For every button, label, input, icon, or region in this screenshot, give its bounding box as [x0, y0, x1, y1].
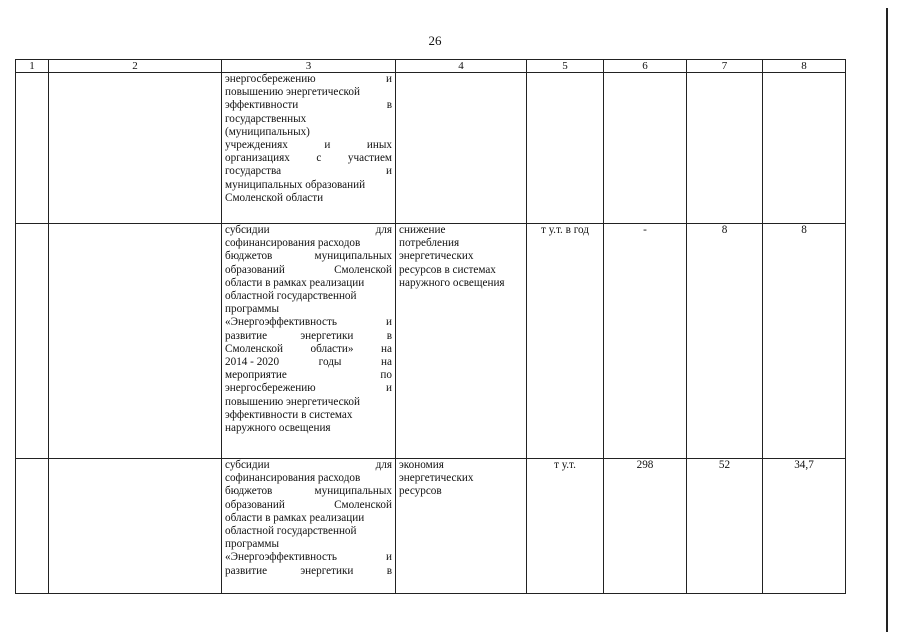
header-cell: 6	[604, 60, 687, 73]
cell-col2	[49, 73, 222, 224]
description-word: по	[380, 369, 392, 382]
header-cell: 5	[527, 60, 604, 73]
page-number: 26	[428, 33, 442, 48]
description-line	[225, 396, 392, 409]
description-line	[225, 264, 392, 277]
cell-unit: т у.т.	[527, 459, 604, 594]
description-word: программы	[225, 303, 279, 316]
description-line	[225, 343, 392, 356]
data-table	[15, 59, 846, 594]
description-word: и	[386, 382, 392, 395]
cell-value-col6: 298	[604, 459, 687, 594]
description-word: и	[324, 139, 331, 152]
description-word: (муниципальных)	[225, 125, 310, 138]
description-line	[225, 290, 392, 303]
description-word: и	[386, 165, 392, 178]
cell-value-col8: 34,7	[763, 459, 846, 594]
table-row	[16, 459, 846, 594]
description-word: с	[316, 152, 322, 165]
description-word: бюджетов	[225, 250, 273, 263]
description-word: в	[386, 99, 392, 112]
description-word: муниципальных образований	[225, 178, 366, 191]
description-word: на	[381, 356, 392, 369]
description-line	[225, 499, 392, 512]
description-word: эффективности в системах	[225, 408, 353, 421]
description-line	[225, 237, 392, 250]
description-word: развитие	[225, 564, 268, 577]
description-word: иных	[366, 139, 392, 152]
description-word: муниципальных	[314, 485, 392, 498]
description-line	[225, 422, 392, 435]
description-line	[225, 86, 392, 99]
indicator-line: экономия	[399, 459, 444, 471]
description-word: образований	[225, 263, 285, 276]
description-word: программы	[225, 538, 279, 551]
cell-value-col6	[604, 73, 687, 224]
description-line	[225, 512, 392, 525]
description-word: Смоленской	[225, 342, 283, 355]
header-cell: 3	[222, 60, 396, 73]
description-word: Смоленской	[334, 263, 392, 276]
description-word: Смоленской области	[225, 191, 324, 204]
description-line	[225, 73, 392, 86]
description-word: энергетики	[300, 329, 354, 342]
description-word: области в рамках реализации	[225, 511, 365, 524]
description-line	[225, 192, 392, 205]
description-word: для	[375, 459, 392, 471]
description-line	[225, 113, 392, 126]
description-line	[225, 382, 392, 395]
description-word: мероприятие	[225, 369, 287, 382]
header-cell: 8	[763, 60, 846, 73]
description-line	[225, 99, 392, 112]
header-cell: 4	[396, 60, 527, 73]
description-word: «Энергоэффективность	[225, 316, 337, 329]
description-word: для	[375, 224, 392, 236]
description-word: Смоленской	[334, 498, 392, 511]
description-line	[225, 330, 392, 343]
indicator-line: ресурсов в системах	[399, 263, 496, 276]
page-edge-rule	[886, 8, 888, 632]
cell-value-col8: 8	[763, 224, 846, 459]
cell-value-col7: 8	[687, 224, 763, 459]
cell-measure-description	[222, 224, 396, 459]
indicator-line: потребления	[399, 237, 460, 250]
description-word: софинансирования расходов	[225, 237, 361, 250]
description-word: энергетики	[300, 564, 354, 577]
description-word: образований	[225, 498, 285, 511]
description-word: повышению энергетической	[225, 86, 361, 99]
cell-col1	[16, 459, 49, 594]
indicator-line: наружного освещения	[399, 276, 505, 289]
indicator-line: энергетических	[399, 472, 474, 485]
cell-value-col7: 52	[687, 459, 763, 594]
cell-col1	[16, 224, 49, 459]
description-line	[225, 250, 392, 263]
description-line	[225, 356, 392, 369]
cell-value-col6: -	[604, 224, 687, 459]
description-line	[225, 277, 392, 290]
cell-indicator	[396, 73, 527, 224]
description-word: областной государственной	[225, 290, 357, 303]
description-word: учреждениях	[225, 139, 288, 152]
description-word: энергосбережению	[225, 73, 316, 85]
cell-unit: т у.т. в год	[527, 224, 604, 459]
cell-unit	[527, 73, 604, 224]
description-word: субсидии	[225, 459, 270, 471]
description-line	[225, 472, 392, 485]
description-word: повышению энергетической	[225, 395, 361, 408]
table-row	[16, 73, 846, 224]
description-word: развитие	[225, 329, 268, 342]
cell-value-col8	[763, 73, 846, 224]
description-line	[225, 538, 392, 551]
indicator-line: снижение	[399, 224, 446, 236]
header-cell: 1	[16, 60, 49, 73]
description-word: эффективности	[225, 99, 299, 112]
description-line	[225, 316, 392, 329]
indicator-line: ресурсов	[399, 485, 442, 498]
cell-indicator	[396, 459, 527, 594]
cell-col2	[49, 459, 222, 594]
description-line	[225, 409, 392, 422]
description-word: областной государственной	[225, 525, 357, 538]
cell-indicator	[396, 224, 527, 459]
header-cell: 7	[687, 60, 763, 73]
description-word: и	[386, 316, 392, 329]
header-cell: 2	[49, 60, 222, 73]
description-line	[225, 565, 392, 578]
table-row	[16, 224, 846, 459]
description-word: годы	[318, 356, 342, 369]
description-word: государства	[225, 165, 282, 178]
description-word: области в рамках реализации	[225, 276, 365, 289]
cell-col1	[16, 73, 49, 224]
description-word: и	[386, 551, 392, 564]
description-line	[225, 459, 392, 472]
description-line	[225, 139, 392, 152]
description-word: и	[386, 73, 392, 85]
description-word: субсидии	[225, 224, 270, 236]
indicator-line: энергетических	[399, 250, 474, 263]
description-word: энергосбережению	[225, 382, 316, 395]
description-word: участием	[347, 152, 392, 165]
description-word: 2014 - 2020	[225, 356, 280, 369]
cell-value-col7	[687, 73, 763, 224]
description-line	[225, 165, 392, 178]
description-line	[225, 369, 392, 382]
description-word: области»	[310, 342, 354, 355]
cell-measure-description	[222, 73, 396, 224]
description-word: «Энергоэффективность	[225, 551, 337, 564]
description-line	[225, 485, 392, 498]
description-line	[225, 551, 392, 564]
description-word: организациях	[225, 152, 290, 165]
cell-measure-description	[222, 459, 396, 594]
description-word: на	[381, 342, 392, 355]
description-word: софинансирования расходов	[225, 472, 361, 485]
description-line	[225, 126, 392, 139]
description-line	[225, 224, 392, 237]
description-line	[225, 525, 392, 538]
description-line	[225, 152, 392, 165]
description-word: в	[386, 564, 392, 577]
cell-col2	[49, 224, 222, 459]
table-header-row	[16, 60, 846, 73]
description-line	[225, 179, 392, 192]
description-word: муниципальных	[314, 250, 392, 263]
description-word: государственных	[225, 112, 307, 125]
description-line	[225, 303, 392, 316]
description-word: бюджетов	[225, 485, 273, 498]
description-word: в	[386, 329, 392, 342]
description-word: наружного освещения	[225, 422, 331, 435]
